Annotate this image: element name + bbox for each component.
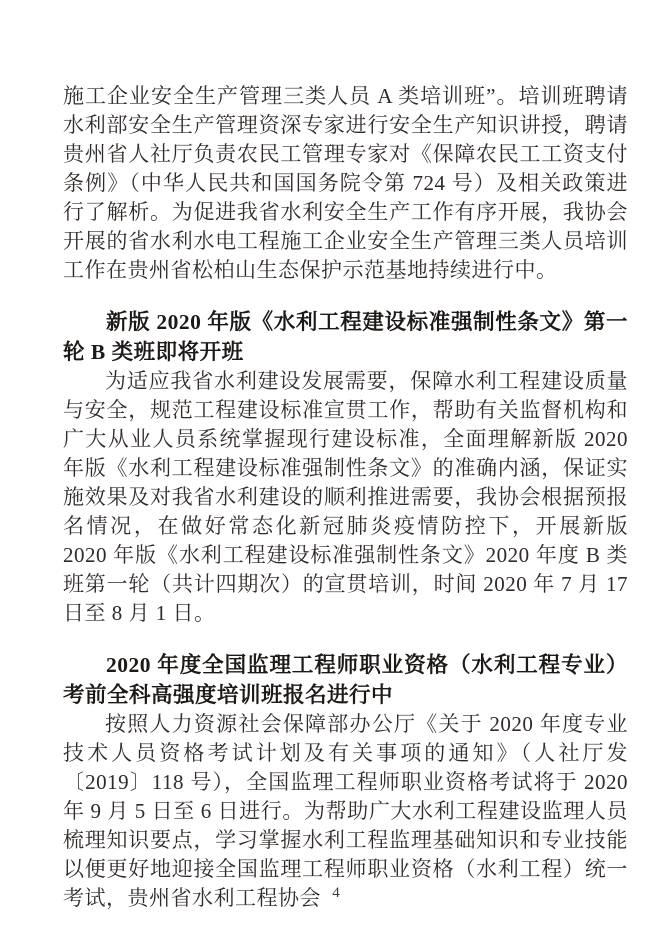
body-paragraph: 为适应我省水利建设发展需要，保障水利工程建设质量与安全，规范工程建设标准宣贯工作，帮助有关监督机构和广大从业人员系统掌握现行建设标准，全面理解新版 2020 年版《水利工程建设标准强制性条文》的准确内涵，保证实施效果及对我省水利建设的顺利推进需要，我协会根据预报名情况，在做好常态化新冠肺炎疫情防控下，开展新版 2020 年版《水利工程建设标准强制性条文》2020 年度 B 类班第一轮（共计四期次）的宣贯培训，时间 2020 年 7 月 17 日至 8 月 1 日。 — [63, 369, 628, 625]
section-heading: 2020 年度全国监理工程师职业资格（水利工程专业）考前全科高强度培训班报名进行中 — [63, 653, 628, 707]
body-paragraph: 按照人力资源社会保障部办公厅《关于 2020 年度专业技术人员资格考试计划及有关事项的通知》（人社厅发〔2019〕118 号），全国监理工程师职业资格考试将于 2020 年 9 月 5 日至 6 日进行。为帮助广大水利工程建设监理人员梳理知识要点，学习掌握水利工程监理基础知识和专业技能以便更好地迎接全国监理工程师职业资格（水利工程）统一考试，贵州省水利工程协会 — [63, 712, 628, 910]
page-content — [63, 82, 628, 913]
page-number: 4 — [332, 885, 340, 901]
section-heading: 新版 2020 年版《水利工程建设标准强制性条文》第一轮 B 类班即将开班 — [63, 310, 628, 364]
body-paragraph: 施工企业安全生产管理三类人员 A 类培训班”。培训班聘请水利部安全生产管理资深专家进行安全生产知识讲授，聘请贵州省人社厅负责农民工管理专家对《保障农民工工资支付条例》（中华人民共和国国务院令第 724 号）及相关政策进行了解析。为促进我省水利安全生产工作有序开展，我协会开展的省水利水电工程施工企业安全生产管理三类人员培训工作在贵州省松柏山生态保护示范基地持续进行中。 — [63, 84, 628, 282]
